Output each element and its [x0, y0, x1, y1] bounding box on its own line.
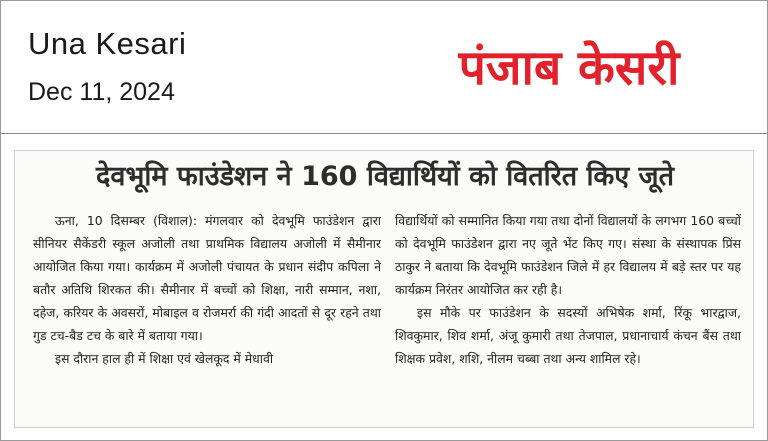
article-paragraph: ऊना, 10 दिसम्बर (विशाल): मंगलवार को देवभूमि फाउंडेशन द्वारा सीनियर सैकेंडरी स्कूल अजोली तथा प्राथमिक विद्यालय अजोली में सैमीनार आयोजित किया गया। कार्यक्रम में अजोली पंचायत के प्रधान संदीप कपिला ने बतौर अतिथि शिरकत की। सैमीनार में बच्चों को शिक्षा, नारी सम्मान, नशा, दहेज, करियर के अवसरों, मोबाइल व रोजमर्रा की गंदी आदतों से दूर रहने तथा गुड टच-बैड टच के बारे में बताया गया। — [33, 213, 381, 343]
clipping-header — [0, 0, 768, 132]
article-paragraph: इस मौके पर फाउंडेशन के सदस्यों अभिषेक शर्मा, रिंकू भारद्वाज, शिवकुमार, शिव शर्मा, अंजू कुमारी तथा तेजपाल, प्रधानाचार्य कंचन बैंस तथा शिक्षक प्रवेश, शशि, नीलम चब्बा तथा अन्य शामिल रहे। — [395, 305, 741, 366]
newspaper-masthead-logo: पंजाब केसरी — [458, 40, 680, 96]
header-divider — [0, 133, 768, 134]
article-column-left — [33, 209, 381, 427]
article-column-right — [395, 209, 741, 427]
source-date: Dec 11, 2024 — [28, 78, 175, 106]
article-paragraph: विद्यार्थियों को सम्मानित किया गया तथा दोनों विद्यालयों के लगभग 160 बच्चों को देवभूमि फाउंडेशन द्वारा नए जूते भेंट किए गए। संस्था के संस्थापक प्रिंस ठाकुर ने बताया कि देवभूमि फाउंडेशन जिले में हर विद्यालय में बड़े स्तर पर यह कार्यक्रम निरंतर आयोजित कर रही है। — [395, 213, 741, 297]
article-headline: देवभूमि फाउंडेशन ने 160 विद्यार्थियों को वितरित किए जूते — [96, 161, 674, 192]
source-name: Una Kesari — [28, 26, 187, 61]
article-paragraph: इस दौरान हाल ही में शिक्षा एवं खेलकूद में मेधावी — [55, 351, 274, 366]
news-clipping — [14, 150, 754, 428]
